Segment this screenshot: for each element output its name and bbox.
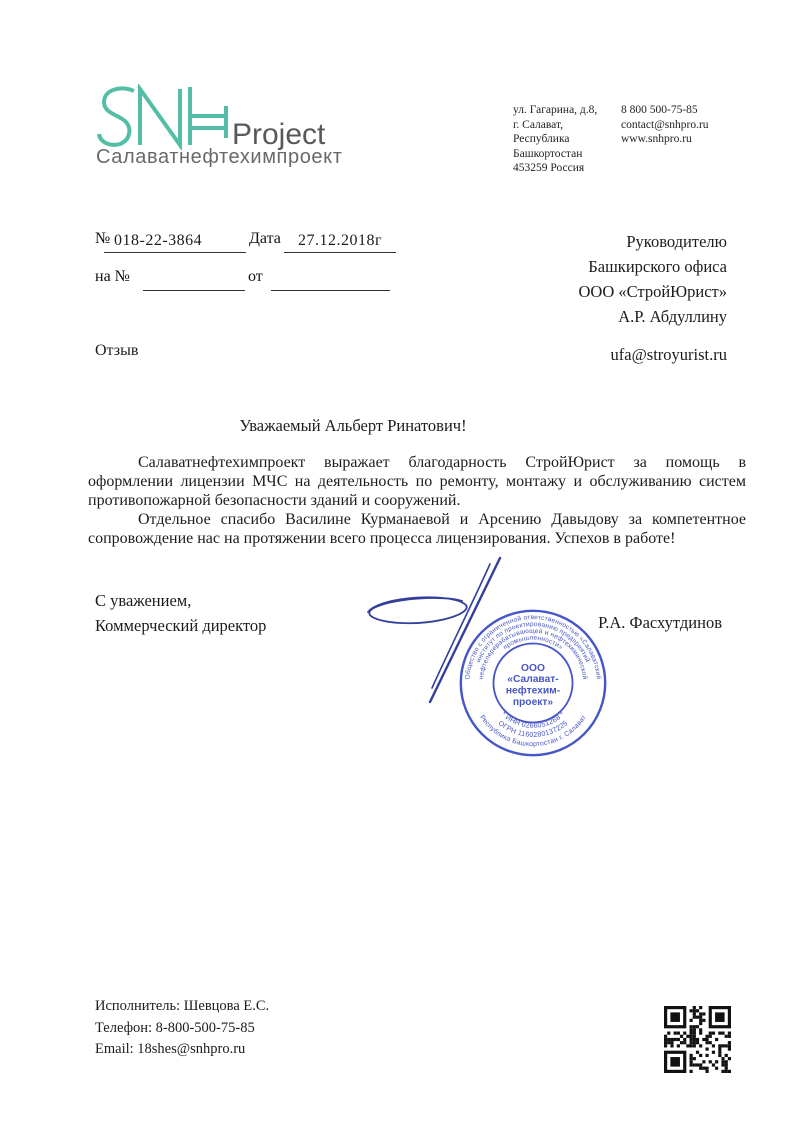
- recipient-email: ufa@stroyurist.ru: [610, 345, 727, 364]
- stamp-arc-text: промышленности»: [502, 634, 564, 652]
- reply-from-label: от: [248, 268, 263, 285]
- closing-line: С уважением,: [95, 591, 192, 610]
- date-value: 27.12.2018г: [297, 232, 383, 249]
- number-field: [104, 232, 246, 253]
- salutation: Уважаемый Альберт Ринатович!: [239, 416, 467, 435]
- signer-name: Р.А. Фасхутдинов: [598, 613, 722, 632]
- date-label: Дата: [249, 230, 281, 247]
- snh-letters-icon: [99, 87, 226, 145]
- snh-logo: [96, 84, 346, 150]
- stamp-center-line: «Салават-: [507, 674, 559, 686]
- body-line: противопожарной безопасности зданий и сооружений.: [88, 492, 461, 509]
- closing-block: [95, 588, 266, 638]
- paragraphs: [88, 453, 746, 548]
- body-line: оформлении лицензии МЧС на деятельность по ремонту, монтажу и обслуживанию систем: [88, 473, 746, 490]
- signer-position: Коммерческий директор: [95, 616, 267, 635]
- qr-code: [664, 1006, 731, 1073]
- stamp-inn: * ИНН 0266051268 *: [499, 710, 567, 730]
- address-line: Башкортостан: [513, 147, 583, 160]
- footer-block: [95, 996, 269, 1061]
- letter-body: [88, 416, 746, 548]
- address-line: г. Салават,: [513, 118, 564, 131]
- address-line: ул. Гагарина, д.8,: [513, 104, 598, 116]
- address-line: Республика: [513, 133, 570, 145]
- recipient-block: [579, 229, 727, 367]
- company-contacts: [621, 103, 751, 147]
- address-line: 453259 Россия: [513, 162, 585, 174]
- number-label: №: [95, 230, 111, 247]
- recipient-line: Руководителю: [626, 232, 727, 251]
- body-line: Салаватнефтехимпроект выражает благодарность СтройЮрист за помощь в: [138, 454, 746, 471]
- company-address: [513, 103, 613, 176]
- stamp-ogrn: ОГРН 1160280137225: [496, 719, 570, 739]
- body-line: Отдельное спасибо Василине Курманаевой и Арсению Давыдову за компетентное: [138, 511, 746, 528]
- signature-ink-icon: [352, 548, 562, 723]
- stamp-arc-text: нефтеперерабатывающей и нефтехимической: [477, 627, 589, 680]
- company-email: contact@snhpro.ru: [621, 118, 709, 131]
- footer-executor: Исполнитель: Шевцова Е.С.: [95, 998, 270, 1014]
- stamp-center-line: проект»: [512, 697, 554, 709]
- reply-from-field: [271, 270, 390, 291]
- recipient-line: Башкирского офиса: [588, 257, 727, 276]
- reply-number-label: на №: [95, 268, 130, 285]
- recipient-line: А.Р. Абдуллину: [618, 307, 727, 326]
- stamp-center-line: ООО: [521, 662, 545, 674]
- document-type-label: Отзыв: [95, 342, 139, 359]
- company-phone: 8 800 500-75-85: [621, 104, 698, 116]
- stamp-center-line: нефтехим-: [505, 685, 561, 697]
- date-field: [284, 232, 396, 253]
- company-website: www.snhpro.ru: [621, 133, 692, 145]
- logo-tagline: Салаватнефтехимпроект: [96, 146, 343, 168]
- stamp-arc-text: Общество с ограниченной ответственностью «Салаватский: [464, 614, 602, 680]
- logo-project-text: Project: [232, 118, 326, 150]
- body-line: сопровождение нас на протяжении всего процесса лицензирования. Успехов в работе!: [88, 530, 676, 547]
- stamp-arc-text: институт по проектированию предприятий: [475, 620, 591, 664]
- stamp-arc-text: Республика Башкортостан г. Салават: [478, 714, 588, 749]
- number-value: 018-22-3864: [114, 232, 203, 249]
- footer-email: Email: 18shes@snhpro.ru: [95, 1041, 246, 1057]
- reply-number-field: [143, 270, 245, 291]
- recipient-line: ООО «СтройЮрист»: [578, 282, 727, 301]
- footer-phone: Телефон: 8-800-500-75-85: [95, 1019, 255, 1036]
